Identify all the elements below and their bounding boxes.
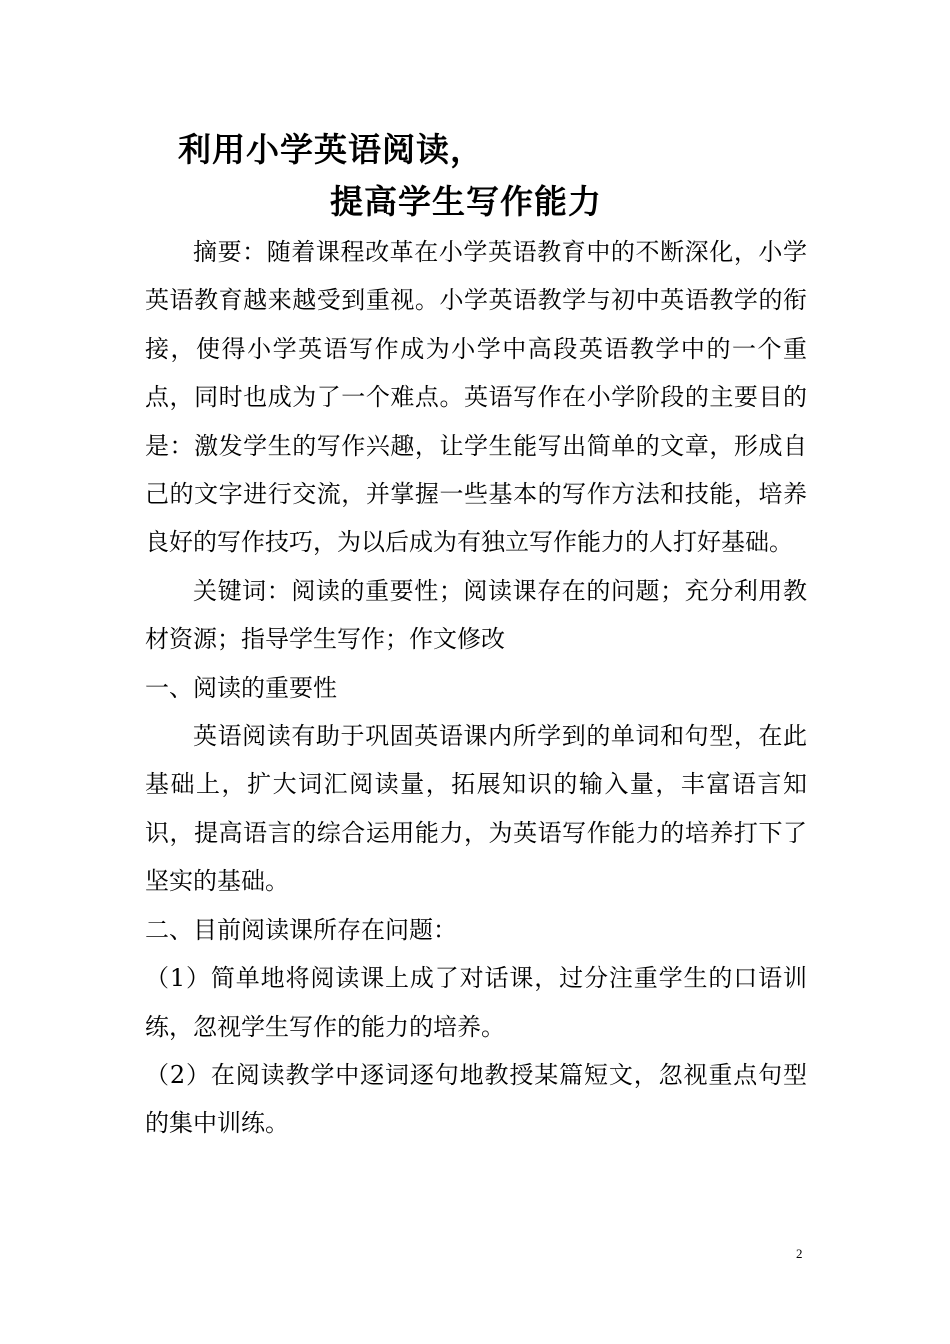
- page-number: 2: [796, 1246, 803, 1261]
- document-body: [145, 228, 807, 1148]
- abstract-paragraph: 摘要：随着课程改革在小学英语教育中的不断深化，小学英语教育越来越受到重视。小学英语教学与初中英语教学的衔接，使得小学英语写作成为小学中高段英语教学中的一个重点，同时也成为了一个难点。英语写作在小学阶段的主要目的是：激发学生的写作兴趣，让学生能写出简单的文章，形成自己的文字进行交流，并掌握一些基本的写作方法和技能，培养良好的写作技巧，为以后成为有独立写作能力的人打好基础。: [145, 238, 807, 557]
- title-line-2: 提高学生写作能力: [330, 182, 602, 221]
- keywords-paragraph: 关键词：阅读的重要性；阅读课存在的问题；充分利用教材资源；指导学生写作；作文修改: [145, 576, 807, 654]
- problem-item-2: （2）在阅读教学中逐词逐句地教授某篇短文，忽视重点句型的集中训练。: [145, 1060, 807, 1138]
- title-line-1: 利用小学英语阅读，: [178, 130, 484, 169]
- reading-importance-paragraph: 英语阅读有助于巩固英语课内所学到的单词和句型，在此基础上，扩大词汇阅读量，拓展知识的输入量，丰富语言知识，提高语言的综合运用能力，为英语写作能力的培养打下了坚实的基础。: [145, 722, 807, 896]
- section-heading-2: 二、目前阅读课所存在问题：: [145, 915, 457, 944]
- problem-item-1: （1）简单地将阅读课上成了对话课，过分注重学生的口语训练，忽视学生写作的能力的培养。: [145, 964, 807, 1041]
- section-heading-1: 一、阅读的重要性: [145, 673, 337, 702]
